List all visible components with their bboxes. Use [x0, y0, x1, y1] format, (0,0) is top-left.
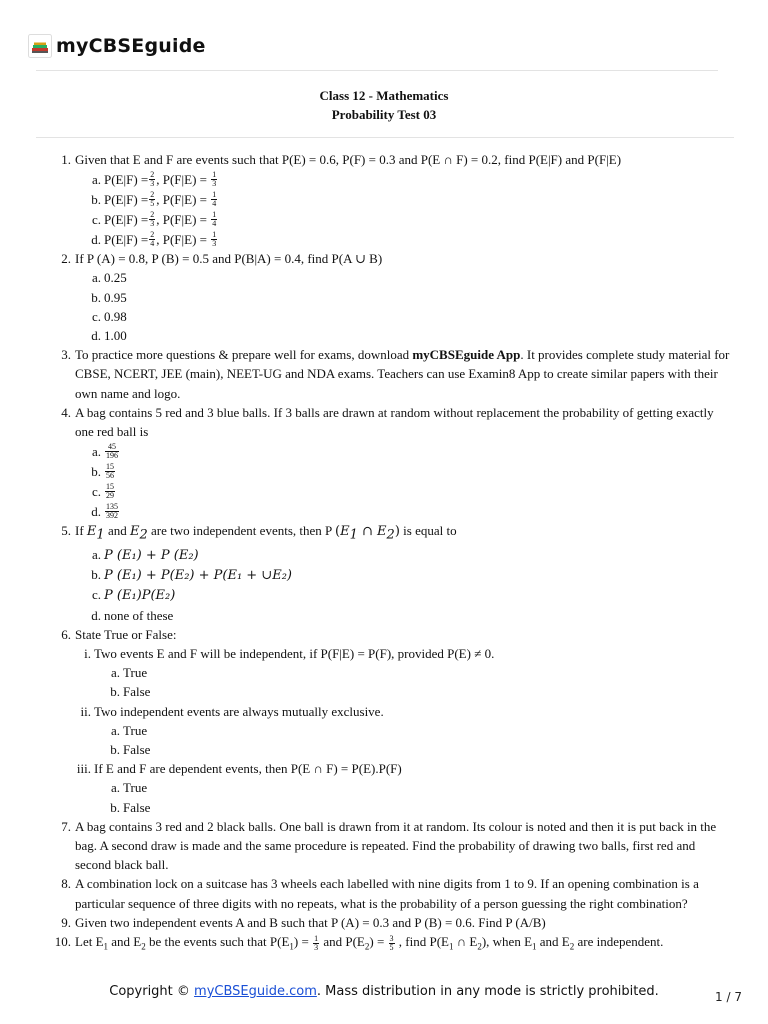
question-6 — [0, 625, 768, 644]
option-math: P (E₁) + P(E₂) + P(E₁ + ∪E₂) — [104, 568, 292, 584]
question-number: 6. — [61, 626, 71, 642]
math-paren: ( — [335, 524, 341, 540]
option-text: 0.25 — [104, 270, 127, 286]
option — [0, 209, 768, 229]
option — [0, 740, 768, 759]
question-number: 5. — [61, 523, 71, 539]
test-title: Probability Test 03 — [331, 107, 437, 122]
question-text: ∩ E — [453, 934, 478, 950]
denominator: 5 — [389, 942, 394, 952]
numerator: 2 — [150, 169, 155, 179]
fraction — [149, 231, 155, 248]
option — [0, 585, 768, 605]
question-text: If P (A) = 0.8, P (B) = 0.5 and P(B|A) = 0.4, find P(A ∪ B) — [75, 251, 383, 267]
subscript: 1 — [532, 941, 537, 952]
fraction — [149, 211, 155, 228]
numerator: 1 — [314, 933, 319, 943]
fraction — [211, 171, 217, 188]
option-label: b. — [91, 463, 101, 479]
title-divider — [36, 137, 734, 138]
option-math: P (E₁) + P (E₂) — [104, 548, 199, 564]
page-number: 1 / 7 — [715, 990, 742, 1004]
class-title: Class 12 - Mathematics — [319, 88, 449, 103]
option — [0, 169, 768, 189]
option-label: a. — [91, 443, 101, 459]
question-10 — [0, 932, 768, 957]
math-subscript: 1 — [349, 527, 358, 543]
question-text: Given two independent events A and B such that P (A) = 0.3 and P (B) = 0.6. Find P (A/B) — [75, 914, 546, 930]
question-7 — [0, 817, 768, 875]
option-label: c. — [91, 587, 101, 603]
fraction — [211, 211, 217, 228]
option-text: True — [123, 665, 148, 681]
fraction — [149, 191, 155, 208]
question-text: ) = — [293, 934, 313, 950]
option — [0, 461, 768, 481]
option-label: c. — [91, 308, 101, 324]
numerator: 15 — [106, 461, 114, 471]
question-number: 2. — [61, 251, 71, 267]
subscript: 2 — [477, 941, 482, 952]
question-text: A bag contains 5 red and 3 blue balls. If 3 balls are drawn at random without replacement the probability of getting exactly one red ball is — [75, 404, 714, 440]
question-text: ) = — [369, 934, 388, 950]
option — [0, 778, 768, 797]
sub-question-label: i. — [84, 646, 91, 662]
option — [0, 663, 768, 682]
numerator: 2 — [150, 209, 155, 219]
numerator: 45 — [105, 443, 119, 452]
question-text: and — [104, 523, 130, 539]
site-link[interactable]: myCBSEguide.com — [194, 984, 317, 999]
option-text: none of these — [104, 607, 174, 623]
sub-question-text: If E and F are dependent events, then P(E ∩ F) = P(E).P(F) — [94, 761, 402, 777]
fraction — [211, 191, 217, 208]
question-8 — [0, 874, 768, 912]
question-number: 8. — [61, 876, 71, 892]
fraction — [211, 231, 217, 248]
question-text: are two independent events, then P — [147, 523, 336, 539]
option-prefix: P(E|F) = — [104, 171, 149, 187]
header-divider — [36, 70, 718, 71]
math-symbol: E — [86, 524, 97, 540]
question-text: ), when E — [481, 934, 533, 950]
option — [0, 606, 768, 625]
copyright-text: Copyright © — [109, 984, 195, 999]
header — [28, 30, 206, 62]
question-4 — [0, 403, 768, 441]
option-prefix: P(E|F) = — [104, 191, 149, 207]
option — [0, 189, 768, 209]
numerator: 1 — [212, 209, 217, 219]
option-label: b. — [110, 799, 120, 815]
option — [0, 481, 768, 501]
option-label: a. — [110, 665, 120, 681]
promo-text-pre: To practice more questions & prepare well for exams, download — [75, 347, 413, 363]
denominator: 3 — [314, 942, 319, 952]
option — [0, 307, 768, 326]
denominator: 4 — [212, 198, 217, 208]
math-operator: ∩ — [357, 524, 378, 540]
math-symbol: E — [377, 524, 387, 540]
denominator: 56 — [106, 470, 114, 480]
option-text: False — [123, 799, 151, 815]
option — [0, 682, 768, 701]
option-text: False — [123, 684, 151, 700]
numerator: 1 — [212, 229, 217, 239]
denominator: 3 — [150, 178, 155, 188]
footer — [0, 984, 768, 999]
option-label: b. — [91, 289, 101, 305]
option-prefix: P(E|F) = — [104, 211, 149, 227]
brand-name: myCBSEguide — [56, 35, 206, 57]
question-list — [0, 150, 768, 957]
copyright-notice: . Mass distribution in any mode is strictly prohibited. — [316, 984, 659, 999]
question-text: Given that E and F are events such that P(E) = 0.6, P(F) = 0.3 and P(E ∩ F) = 0.2, find P(E|F) and P(F|E) — [75, 152, 622, 167]
denominator: 4 — [150, 238, 155, 248]
numerator: 3 — [389, 933, 394, 943]
question-number: 10. — [54, 934, 71, 950]
option — [0, 268, 768, 287]
subscript: 2 — [569, 941, 575, 952]
denominator: 196 — [106, 450, 118, 460]
option — [0, 565, 768, 585]
sub-question — [0, 644, 768, 663]
math-symbol: E — [129, 524, 140, 540]
option-prefix: P(E|F) = — [104, 231, 149, 247]
math-subscript: 2 — [139, 527, 148, 543]
fraction — [105, 483, 115, 500]
question-number: 3. — [61, 347, 71, 363]
fraction — [389, 935, 395, 952]
option-text: False — [123, 742, 151, 758]
option — [0, 798, 768, 817]
option-label: a. — [91, 270, 101, 286]
sub-question — [0, 759, 768, 778]
option-label: a. — [91, 171, 101, 187]
logo-icon — [28, 34, 52, 58]
question-2 — [0, 249, 768, 268]
sub-question-label: iii. — [76, 761, 91, 777]
question-number: 1. — [61, 152, 71, 167]
sub-question — [0, 702, 768, 721]
question-text: A bag contains 3 red and 2 black balls. One ball is drawn from it at random. Its colour is noted and then it is put back in the bag. A second draw is made and the same procedure is repeated. Find the probability of drawing two balls, first red and second black ball. — [75, 818, 717, 873]
option-label: b. — [110, 742, 120, 758]
option-label: d. — [91, 503, 101, 519]
subscript: 1 — [449, 941, 454, 952]
numerator: 1 — [212, 169, 217, 179]
denominator: 29 — [106, 490, 114, 500]
question-number: 9. — [61, 914, 71, 930]
option-label: a. — [110, 780, 120, 796]
subscript: 2 — [364, 941, 370, 952]
question-text: be the events such that P(E — [145, 934, 290, 950]
option-label: b. — [110, 684, 120, 700]
option-mid: , P(F|E) = — [156, 211, 207, 227]
sub-question-text: Two independent events are always mutually exclusive. — [94, 703, 384, 719]
denominator: 3 — [150, 218, 155, 228]
numerator: 135 — [106, 501, 118, 511]
numerator: 2 — [150, 229, 155, 239]
fraction — [105, 503, 119, 520]
option — [0, 501, 768, 521]
option-text: True — [123, 780, 148, 796]
option-text: True — [123, 722, 148, 738]
subscript: 1 — [103, 941, 109, 952]
question-text: and E — [536, 934, 570, 950]
option-mid: , P(F|E) = — [156, 191, 207, 207]
subscript: 2 — [141, 941, 146, 952]
denominator: 392 — [106, 510, 118, 520]
option-label: a. — [110, 722, 120, 738]
option — [0, 229, 768, 249]
question-text: Let E — [75, 934, 104, 950]
denominator: 5 — [150, 198, 155, 208]
promo-text-post: . It provides complete study material for CBSE, NCERT, JEE (main), NEET-UG and NDA exams. Teachers can use Examin8 App to create similar papers with their own name and logo. — [75, 347, 730, 401]
fraction — [313, 935, 319, 952]
numerator: 15 — [106, 481, 114, 491]
math-paren: ) — [394, 524, 400, 540]
denominator: 4 — [212, 218, 217, 228]
math-subscript: 1 — [96, 527, 105, 543]
option-label: a. — [91, 547, 101, 563]
question-text: and P(E — [320, 934, 365, 950]
sub-question-label: ii. — [80, 703, 91, 719]
option-label: b. — [91, 567, 101, 583]
option-label: c. — [91, 483, 101, 499]
option — [0, 545, 768, 565]
question-text: , find P(E — [395, 934, 449, 950]
option-text: 0.98 — [104, 308, 127, 324]
fraction — [105, 463, 115, 480]
question-text: State True or False: — [75, 626, 177, 642]
option-label: d. — [91, 231, 101, 247]
question-text: A combination lock on a suitcase has 3 wheels each labelled with nine digits from 1 to 9. If an opening combination is a particular sequence of three digits with no repeats, what is the probability of a person guessing the right combination? — [75, 876, 699, 911]
option-text: 0.95 — [104, 289, 127, 305]
question-text: is equal to — [399, 523, 457, 539]
option-mid: , P(F|E) = — [156, 231, 207, 247]
subscript: 1 — [289, 941, 294, 952]
option — [0, 441, 768, 461]
option-text: 1.00 — [104, 328, 127, 344]
question-text: If — [75, 523, 87, 539]
question-3 — [0, 345, 768, 403]
question-number: 7. — [61, 818, 71, 834]
option — [0, 288, 768, 307]
math-symbol: E — [340, 524, 350, 540]
option — [0, 721, 768, 740]
question-text: are independent. — [574, 934, 664, 950]
denominator: 3 — [212, 178, 217, 188]
option-label: d. — [91, 328, 101, 344]
math-subscript: 2 — [386, 527, 395, 543]
option-label: b. — [91, 191, 101, 207]
option-math: P (E₁)P(E₂) — [104, 588, 176, 604]
denominator: 3 — [212, 238, 217, 248]
question-5 — [0, 521, 768, 545]
sub-question-text: Two events E and F will be independent, if P(F|E) = P(F), provided P(E) ≠ 0. — [94, 646, 495, 662]
promo-app-name: myCBSEguide App — [412, 347, 521, 363]
option-label: c. — [91, 211, 101, 227]
option — [0, 326, 768, 345]
option-mid: , P(F|E) = — [156, 171, 207, 187]
question-1 — [0, 150, 768, 169]
fraction — [149, 171, 155, 188]
numerator: 2 — [150, 189, 155, 199]
question-9 — [0, 913, 768, 932]
question-text: and E — [108, 934, 142, 950]
numerator: 1 — [212, 189, 217, 199]
fraction — [105, 443, 119, 460]
question-number: 4. — [61, 404, 71, 420]
option-label: d. — [91, 607, 101, 623]
